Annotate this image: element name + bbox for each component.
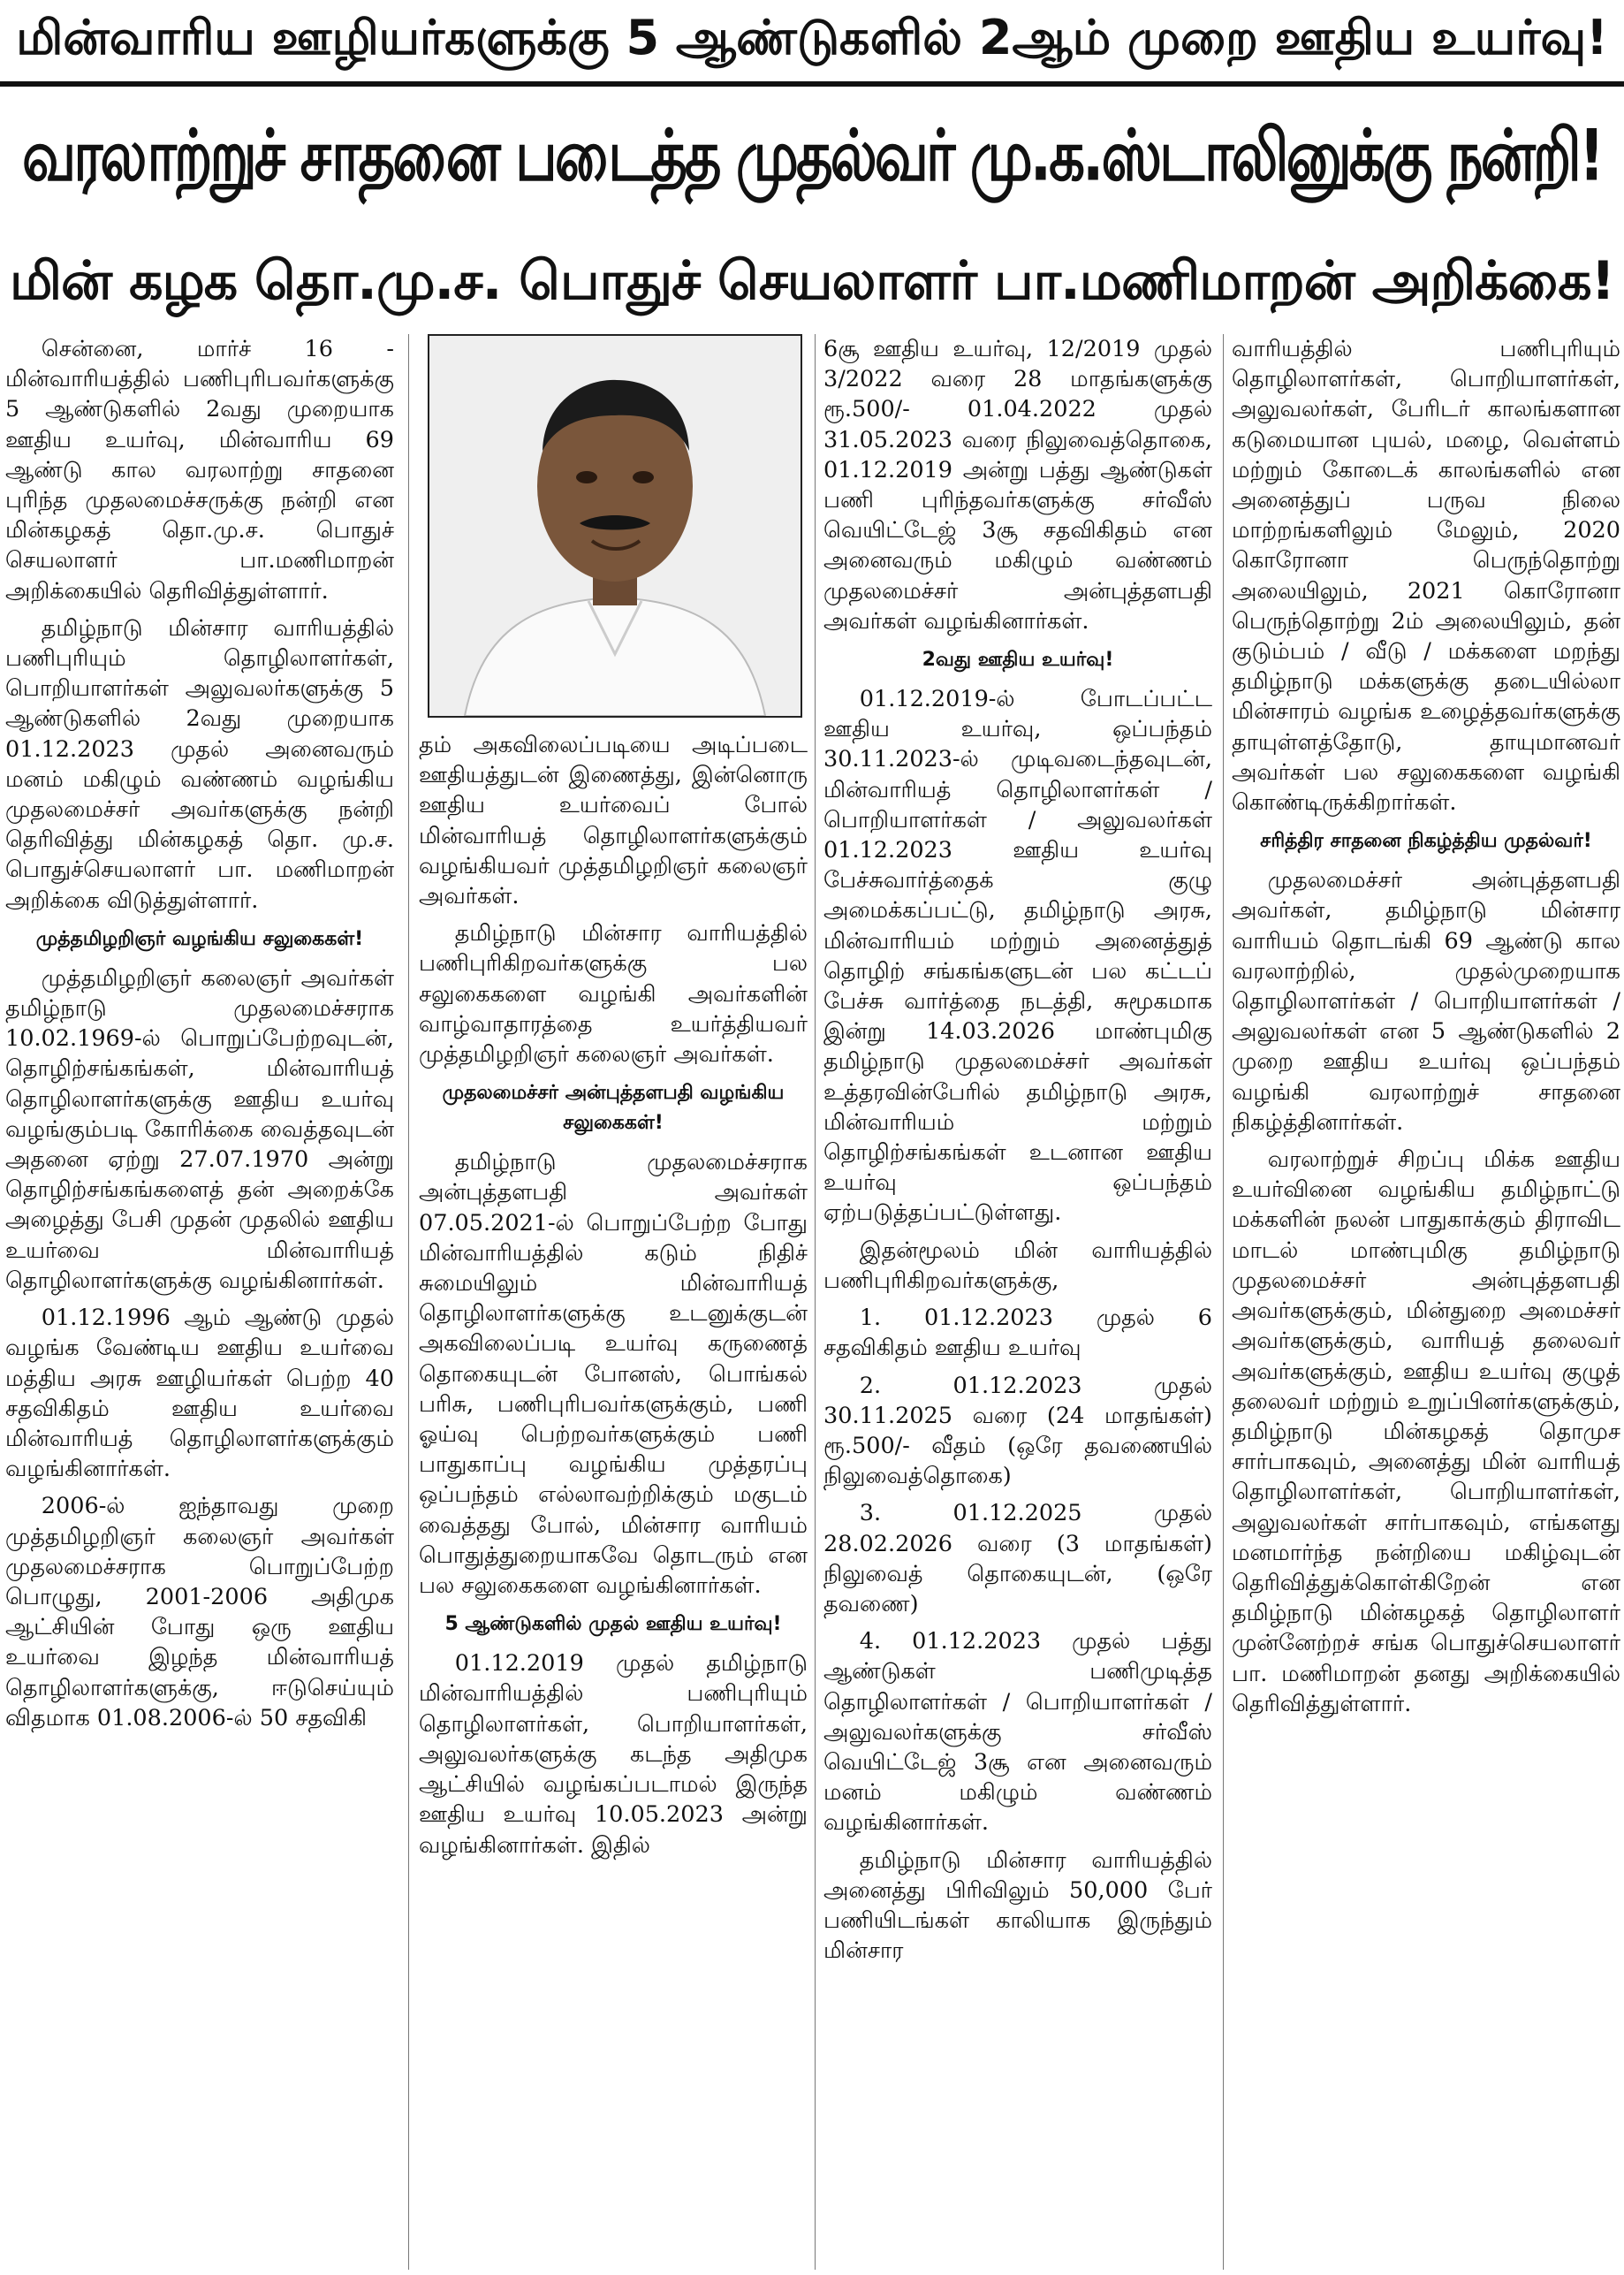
- section-subheading: சரித்திர சாதனை நிகழ்த்திய முதல்வர்!: [1260, 830, 1592, 853]
- list-item: 2. 01.12.2023 முதல் 30.11.2025 வரை (24 மாதங்கள்) ரூ.500/- வீதம் (ஒரே தவணையில் நிலுவைத்தொகை): [823, 1372, 1212, 1490]
- paragraph: முதலமைச்சர் அன்புத்தளபதி அவர்கள், தமிழ்நாடு மின்சார வாரியம் தொடங்கி 69 ஆண்டு கால வரலாற்றில், முதல்முறையாக தொழிலாளர்கள் / பொறியாளர்கள் / அலுவலர்கள் என 5 ஆண்டுகளில் 2 முறை ஊதிய உயர்வு ஒப்பந்தம் வழங்கி வரலாற்றுச் சாதனை நிகழ்த்தினார்கள்.: [1232, 867, 1620, 1136]
- article-column-3: [823, 334, 1212, 2270]
- paragraph: 01.12.1996 ஆம் ஆண்டு முதல் வழங்க வேண்டிய ஊதிய உயர்வை மத்திய அரசு ஊழியர்கள் பெற்ற 40 சதவிகிதம் ஊதிய உயர்வை மின்வாரியத் தொழிலாளர்களுக்கும் வழங்கினார்கள்.: [5, 1305, 394, 1483]
- section-subheading: 5 ஆண்டுகளில் முதல் ஊதிய உயர்வு!: [444, 1613, 782, 1636]
- paragraph: வரலாற்றுச் சிறப்பு மிக்க ஊதிய உயர்வினை வழங்கிய தமிழ்நாட்டு மக்களின் நலன் பாதுகாக்கும் திராவிட மாடல் மாண்புமிகு தமிழ்நாடு முதலமைச்சர் அன்புத்தளபதி அவர்களுக்கும், மின்துறை அமைச்சர் அவர்களுக்கும், வாரியத் தலைவர் அவர்களுக்கும், ஊதிய உயர்வு குழுத் தலைவர் மற்றும் உறுப்பினர்களுக்கும், தமிழ்நாடு மின்கழகத் தொமுச சார்பாகவும், அனைத்து மின் வாரியத் தொழிலாளர்கள், பொறியாளர்கள், அலுவலர்கள் சார்பாகவும், எங்களது மனமார்ந்த நன்றியை மகிழ்வுடன் தெரிவித்துக்கொள்கிறேன் என தமிழ்நாடு மின்கழகத் தொழிலாளர் முன்னேற்றச் சங்க பொதுச்செயலாளர் பா. மணிமாறன் தனது அறிக்கையில் தெரிவித்துள்ளார்.: [1232, 1146, 1620, 1717]
- paragraph: தம் அகவிலைப்படியை அடிப்படை ஊதியத்துடன் இணைத்து, இன்னொரு ஊதிய உயர்வைப் போல் மின்வாரியத் தொழிலாளர்களுக்கும் வழங்கியவர் முத்தமிழறிஞர் கலைஞர் அவர்கள்.: [419, 732, 808, 910]
- section-subheading: முத்தமிழறிஞர் வழங்கிய சலுகைகள்!: [35, 927, 364, 950]
- paragraph: தமிழ்நாடு மின்சார வாரியத்தில் அனைத்து பிரிவிலும் 50,000 பேர் பணியிடங்கள் காலியாக இருந்தும் மின்சார: [823, 1846, 1212, 1965]
- column-divider: [815, 334, 816, 2270]
- portrait-illustration: [429, 336, 801, 716]
- article-column-1: [5, 334, 394, 2270]
- paragraph: முத்தமிழறிஞர் கலைஞர் அவர்கள் தமிழ்நாடு முதலமைச்சராக 10.02.1969-ல் பொறுப்பேற்றவுடன், தொழிற்சங்கங்கள், மின்வாரியத் தொழிலாளர்களுக்கு ஊதிய உயர்வு வழங்கும்படி கோரிக்கை வைத்தவுடன் அதனை ஏற்று 27.07.1970 அன்று தொழிற்சங்கங்களைத் தன் அறைக்கே அழைத்து பேசி முதன் முதலில் ஊதிய உயர்வை மின்வாரியத் தொழிலாளர்களுக்கு வழங்கினார்கள்.: [5, 964, 394, 1294]
- column-divider: [1223, 334, 1224, 2270]
- paragraph: தமிழ்நாடு மின்சார வாரியத்தில் பணிபுரிகிறவர்களுக்கு பல சலுகைகளை வழங்கி அவர்களின் வாழ்வாதாரத்தை உயர்த்தியவர் முத்தமிழறிஞர் கலைஞர் அவர்கள்.: [419, 920, 808, 1069]
- paragraph: சென்னை, மார்ச் 16 - மின்வாரியத்தில் பணிபுரிபவர்களுக்கு 5 ஆண்டுகளில் 2வது முறையாக ஊதிய உயர்வு, மின்வாரிய 69 ஆண்டு கால வரலாற்று சாதனை புரிந்த முதலமைச்சருக்கு நன்றி என மின்கழகத் தொ.மு.ச. பொதுச் செயலாளர் பா.மணிமாறன் அறிக்கையில் தெரிவித்துள்ளார்.: [5, 336, 394, 605]
- sub-headline: மின் கழக தொ.மு.ச. பொதுச் செயலாளர் பா.மணிமாறன் அறிக்கை!: [9, 250, 1615, 312]
- paragraph: தமிழ்நாடு முதலமைச்சராக அன்புத்தளபதி அவர்கள் 07.05.2021-ல் பொறுப்பேற்ற போது மின்வாரியத்தில் கடும் நிதிச் சுமையிலும் மின்வாரியத் தொழிலாளர்களுக்கு உடனுக்குடன் அகவிலைப்படி உயர்வு கருணைத் தொகையுடன் போனஸ், பொங்கல் பரிசு, பணிபுரிபவர்களுக்கும், பணி ஓய்வு பெற்றவர்களுக்கும் பணி பாதுகாப்பு வழங்கிய முத்தரப்பு ஒப்பந்தம் எல்லாவற்றிக்கும் மகுடம் வைத்தது போல், மின்சார வாரியம் பொதுத்துறையாகவே தொடரும் என பல சலுகைகளை வழங்கினார்கள்.: [419, 1149, 808, 1600]
- main-headline: வரலாற்றுச் சாதனை படைத்த முதல்வர் மு.க.ஸ்டாலினுக்கு நன்றி!: [21, 115, 1603, 198]
- article-column-2: [419, 334, 808, 2270]
- list-item: 1. 01.12.2023 முதல் 6 சதவிகிதம் ஊதிய உயர்வு: [823, 1305, 1212, 1362]
- list-item: 3. 01.12.2025 முதல் 28.02.2026 வரை (3 மாதங்கள்) நிலுவைத் தொகையுடன், (ஒரே தவணை): [823, 1500, 1212, 1617]
- paragraph: 01.12.2019-ல் போடப்பட்ட ஊதிய உயர்வு, ஒப்பந்தம் 30.11.2023-ல் முடிவடைந்தவுடன், மின்வாரியத் தொழிலாளர்கள் / பொறியாளர்கள் / அலுவலர்கள் 01.12.2023 ஊதிய உயர்வு பேச்சுவார்த்தைக் குழு அமைக்கப்பட்டு, தமிழ்நாடு அரசு, மின்வாரியம் மற்றும் அனைத்துத் தொழிற் சங்கங்களுடன் பல கட்டப் பேச்சு வார்த்தை நடத்தி, சுமூகமாக இன்று 14.03.2026 மாண்புமிகு தமிழ்நாடு முதலமைச்சர் அவர்கள் உத்தரவின்பேரில் தமிழ்நாடு அரசு, மின்வாரியம் மற்றும் தொழிற்சங்கங்கள் உடனான ஊதிய உயர்வு ஒப்பந்தம் ஏற்படுத்தப்பட்டுள்ளது.: [823, 686, 1212, 1227]
- paragraph: வாரியத்தில் பணிபுரியும் தொழிலாளர்கள், பொறியாளர்கள், அலுவலர்கள், பேரிடர் காலங்களான கடுமையான புயல், மழை, வெள்ளம் மற்றும் கோடைக் காலங்களில் என அனைத்துப் பருவ நிலை மாற்றங்களிலும் மேலும், 2020 கொரோனா பெருந்தொற்று அலையிலும், 2021 கொரோனா பெருந்தொற்று 2ம் அலையிலும், தன் குடும்பம் / வீடு / மக்களை மறந்து தமிழ்நாடு மக்களுக்கு தடையில்லா மின்சாரம் வழங்க உழைத்தவர்களுக்கு தாயுள்ளத்தோடு, தாயுமானவர் அவர்கள் பல சலுகைகளை வழங்கி கொண்டிருக்கிறார்கள்.: [1232, 336, 1620, 817]
- paragraph: இதன்மூலம் மின் வாரியத்தில் பணிபுரிகிறவர்களுக்கு,: [823, 1236, 1212, 1294]
- paragraph: தமிழ்நாடு மின்சார வாரியத்தில் பணிபுரியும் தொழிலாளர்கள், பொறியாளர்கள் அலுவலர்களுக்கு 5 ஆண்டுகளில் 2வது முறையாக 01.12.2023 முதல் அனைவரும் மனம் மகிழும் வண்ணம் வழங்கிய முதலமைச்சர் அவர்களுக்கு நன்றி தெரிவித்து மின்கழகத் தொ. மு.ச. பொதுச்செயலாளர் பா. மணிமாறன் அறிக்கை விடுத்துள்ளார்.: [5, 614, 394, 914]
- paragraph: 6சூ ஊதிய உயர்வு, 12/2019 முதல் 3/2022 வரை 28 மாதங்களுக்கு ரூ.500/- 01.04.2022 முதல் 31.05.2023 வரை நிலுவைத்தொகை, 01.12.2019 அன்று பத்து ஆண்டுகள் பணி புரிந்தவர்களுக்கு சர்வீஸ் வெயிட்டேஜ் 3சூ சதவிகிதம் என அனைவரும் மகிழும் வண்ணம் முதலமைச்சர் அன்புத்தளபதி அவர்கள் வழங்கினார்கள்.: [823, 336, 1212, 635]
- kicker-headline: மின்வாரிய ஊழியர்களுக்கு 5 ஆண்டுகளில் 2ஆம் முறை ஊதிய உயர்வு!: [0, 0, 1624, 87]
- column-divider: [408, 334, 409, 2270]
- paragraph: 01.12.2019 முதல் தமிழ்நாடு மின்வாரியத்தில் பணிபுரியும் தொழிலாளர்கள், பொறியாளர்கள், அலுவலர்களுக்கு கடந்த அதிமுக ஆட்சியில் வழங்கப்படாமல் இருந்த ஊதிய உயர்வு 10.05.2023 அன்று வழங்கினார்கள். இதில்: [419, 1650, 808, 1859]
- portrait-photo: [428, 334, 802, 718]
- section-subheading: முதலமைச்சர் அன்புத்தளபதி வழங்கிய சலுகைகள்!: [442, 1082, 785, 1135]
- list-item: 4. 01.12.2023 முதல் பத்து ஆண்டுகள் பணிமுடித்த தொழிலாளர்கள் / பொறியாளர்கள் / அலுவலர்களுக்கு சர்வீஸ் வெயிட்டேஜ் 3சூ என அனைவரும் மனம் மகிழும் வண்ணம் வழங்கினார்கள்.: [823, 1628, 1212, 1837]
- article-column-4: [1232, 334, 1620, 2270]
- section-subheading: 2வது ஊதிய உயர்வு!: [922, 649, 1114, 672]
- paragraph: 2006-ல் ஐந்தாவது முறை முத்தமிழறிஞர் கலைஞர் அவர்கள் முதலமைச்சராக பொறுப்பேற்ற பொழுது, 2001-2006 அதிமுக ஆட்சியின் போது ஒரு ஊதிய உயர்வை இழந்த மின்வாரியத் தொழிலாளர்களுக்கு, ஈடுசெய்யும் விதமாக 01.08.2006-ல் 50 சதவிகி: [5, 1493, 394, 1731]
